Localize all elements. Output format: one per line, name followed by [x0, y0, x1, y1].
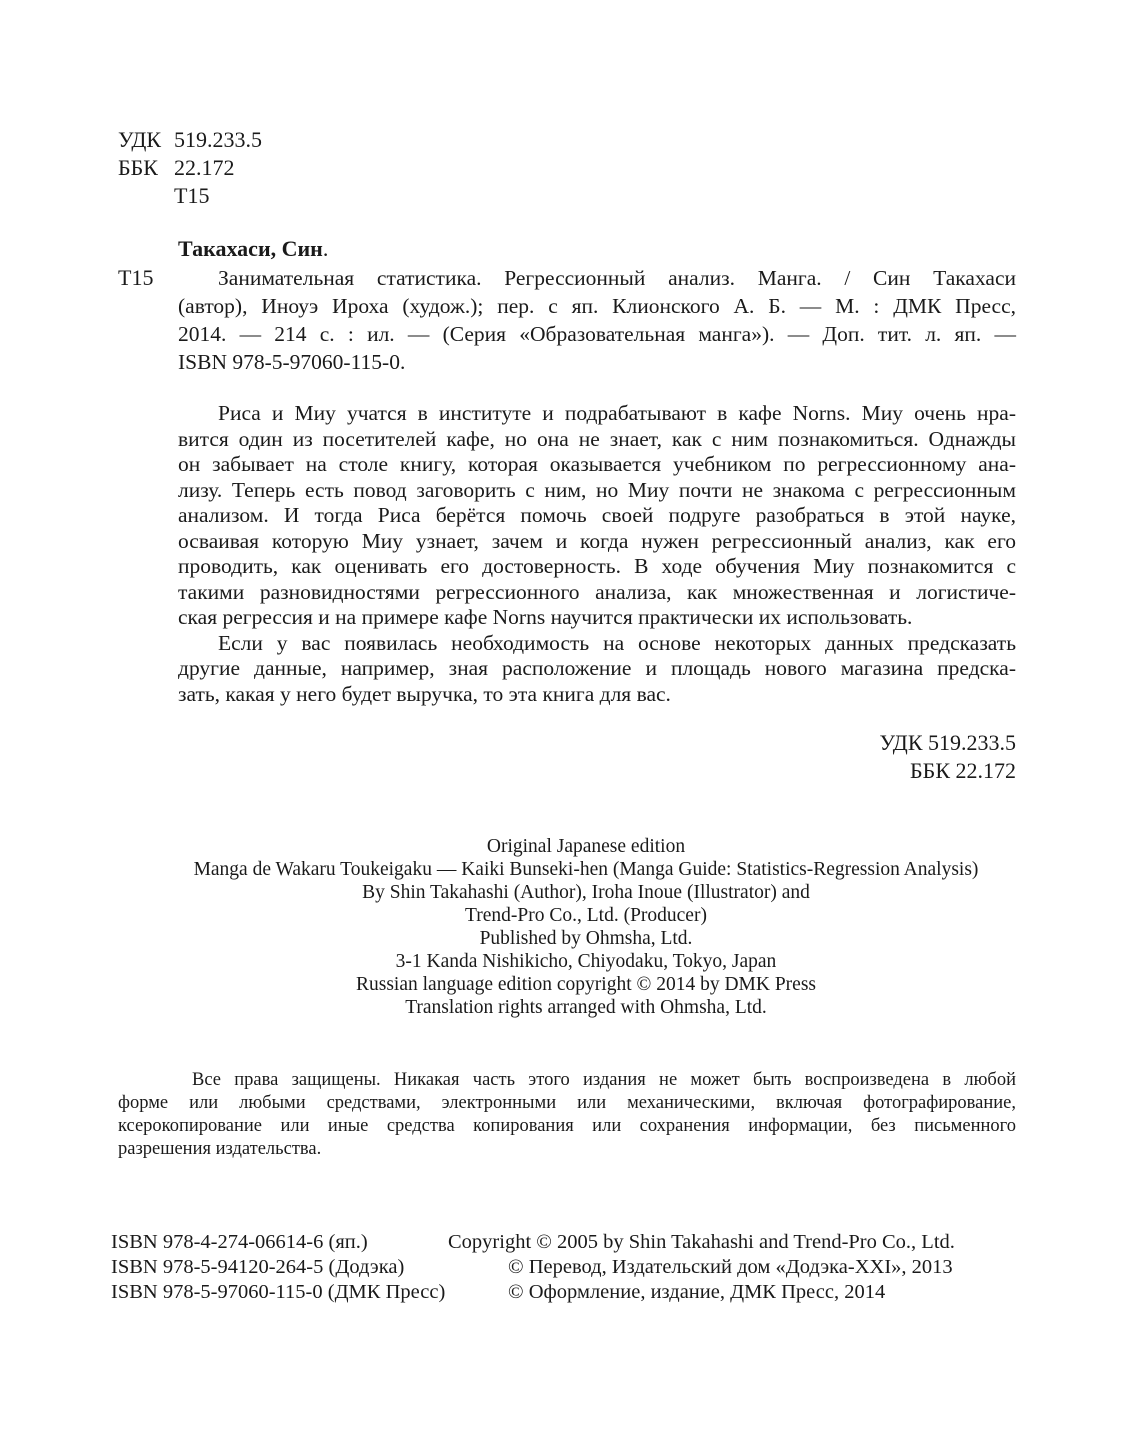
isbn-list	[111, 1230, 445, 1305]
rights-line: форме или любыми средствами, электронными или механическими, включая фотографирование,	[118, 1093, 1016, 1113]
annotation-line: Риса и Миу учатся в институте и подрабатывают в кафе Norns. Миу очень нра-	[218, 401, 1016, 425]
bibliography-record	[178, 266, 1016, 378]
copyright-line: © Оформление, издание, ДМК Пресс, 2014	[508, 1281, 886, 1303]
index-right	[879, 731, 1016, 787]
original-edition-line: Russian language edition copyright © 2014 by DMK Press	[355, 974, 817, 995]
rights-line: Все права защищены. Никакая часть этого издания не может быть воспроизведена в любой	[192, 1070, 1016, 1090]
classification-block	[118, 128, 262, 212]
original-edition-line: 3-1 Kanda Nishikicho, Chiyodaku, Tokyo, Japan	[395, 951, 777, 972]
original-edition-line: Manga de Wakaru Toukeigaku — Kaiki Bunseki-hen (Manga Guide: Statistics-Regression Analysis)	[193, 859, 979, 880]
index-udk: УДК 519.233.5	[879, 730, 1016, 755]
annotation-line: анализом. И тогда Риса берётся помочь своей подруге разобраться в этой науке,	[178, 503, 1016, 527]
bibliography-line: (автор), Иноуэ Ироха (худож.); пер. с яп. Клионского А. Б. — М. : ДМК Пресс,	[178, 294, 1016, 318]
bbk-row	[118, 156, 262, 184]
isbn-line: ISBN 978-5-97060-115-0 (ДМК Пресс)	[111, 1281, 446, 1303]
copyright-line: Copyright © 2005 by Shin Takahashi and Trend-Pro Co., Ltd.	[448, 1231, 955, 1253]
index-bbk: ББК 22.172	[910, 758, 1016, 783]
bbk-label: ББК	[118, 155, 158, 180]
author-heading: Такахаси, Син.	[178, 236, 329, 261]
annotation-line: ская регрессия и на примере кафе Norns научится практически их использовать.	[178, 605, 913, 629]
annotation-line: другие данные, например, зная расположение и площадь нового магазина предска-	[178, 656, 1016, 680]
udk-label: УДК	[118, 127, 162, 152]
annotation-line: такими разновидностями регрессионного анализа, как множественная и логистиче-	[178, 579, 1016, 604]
author-sign-row	[118, 184, 262, 212]
original-edition-line: By Shin Takahashi (Author), Iroha Inoue (Illustrator) and	[362, 882, 810, 903]
annotation-line: вится один из посетителей кафе, но она не знает, как с ним познакомиться. Однажды	[178, 426, 1016, 451]
isbn-line: ISBN 978-5-94120-264-5 (Додэка)	[111, 1256, 405, 1278]
rights-line: разрешения издательства.	[118, 1139, 322, 1159]
bibliography-line: ISBN 978-5-97060-115-0.	[178, 350, 406, 374]
udk-value: 519.233.5	[174, 127, 262, 152]
annotation-line: проводить, как оценивать его достоверность. В ходе обучения Миу познакомится с	[178, 554, 1016, 578]
original-edition-line: Published by Ohmsha, Ltd.	[479, 928, 693, 949]
original-edition-line: Trend-Pro Co., Ltd. (Producer)	[465, 905, 707, 926]
annotation	[178, 401, 1016, 707]
author-sign: Т15	[174, 183, 210, 208]
bibliography-line: Занимательная статистика. Регрессионный анализ. Манга. / Син Такахаси	[218, 266, 1016, 290]
bibliography-sign: Т15	[118, 265, 154, 290]
original-edition-block	[0, 835, 1134, 1019]
bbk-value: 22.172	[174, 155, 235, 180]
bibliography-line: 2014. — 214 с. : ил. — (Серия «Образовательная манга»). — Доп. тит. л. яп. —	[178, 322, 1016, 346]
annotation-line: лизу. Теперь есть повод заговорить с ним, но Миу почти не знакома с регрессионным	[178, 477, 1016, 502]
annotation-line: осваивая которую Миу узнает, зачем и когда нужен регрессионный анализ, как его	[178, 528, 1016, 553]
rights-notice	[118, 1069, 1016, 1161]
isbn-line: ISBN 978-4-274-06614-6 (яп.)	[111, 1231, 368, 1253]
rights-line: ксерокопирование или иные средства копирования или сохранения информации, без письменного	[118, 1116, 1016, 1136]
annotation-line: Если у вас появилась необходимость на основе некоторых данных предсказать	[218, 630, 1016, 655]
copyright-line: © Перевод, Издательский дом «Додэка-XXI», 2013	[508, 1256, 953, 1278]
author-name: Такахаси, Син	[178, 236, 323, 261]
copyright-block	[448, 1230, 955, 1305]
original-edition-line: Translation rights arranged with Ohmsha, Ltd.	[405, 997, 767, 1018]
original-edition-line: Original Japanese edition	[486, 836, 686, 857]
annotation-line: зать, какая у него будет выручка, то эта книга для вас.	[178, 681, 671, 706]
annotation-line: он забывает на столе книгу, которая оказывается учебником по регрессионному ана-	[178, 452, 1016, 476]
udk-row	[118, 128, 262, 156]
